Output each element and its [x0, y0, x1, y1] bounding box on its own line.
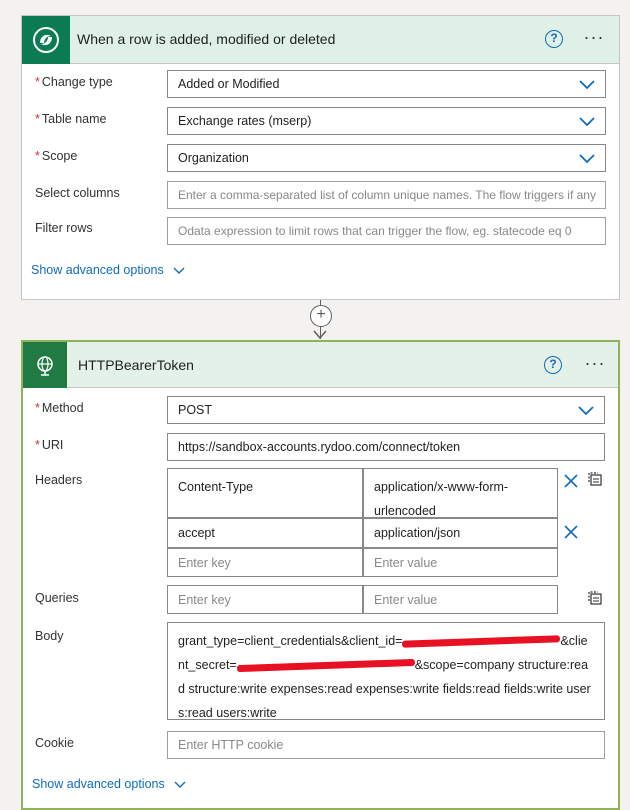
- chevron-down-icon: [579, 115, 595, 127]
- method-label: * Method: [35, 401, 84, 415]
- cookie-label: Cookie: [35, 736, 74, 750]
- show-advanced-options-link[interactable]: Show advanced options: [31, 263, 185, 277]
- scope-dropdown[interactable]: Organization: [167, 144, 606, 172]
- body-textarea[interactable]: grant_type=client_credentials&client_id= &client_secret= &scope=company structure:read structure:write expenses:read expenses:write fields:read fields:write users:read users:write: [167, 622, 605, 720]
- header-key-2[interactable]: accept: [167, 518, 363, 548]
- method-dropdown[interactable]: POST: [167, 396, 605, 424]
- chevron-down-icon: [174, 781, 186, 789]
- select-columns-label: Select columns: [35, 186, 120, 200]
- delete-header-icon[interactable]: [563, 524, 579, 540]
- cookie-input[interactable]: Enter HTTP cookie: [167, 731, 605, 759]
- query-value-new[interactable]: Enter value: [363, 585, 558, 614]
- chevron-down-icon: [579, 152, 595, 164]
- table-name-label: * Table name: [35, 112, 107, 126]
- redacted-client-secret: [237, 659, 415, 672]
- dataverse-icon: [22, 16, 70, 64]
- trigger-card: [21, 15, 620, 300]
- help-icon[interactable]: ?: [545, 30, 563, 48]
- more-options-icon[interactable]: ···: [583, 27, 605, 47]
- header-key-1[interactable]: Content-Type: [167, 468, 363, 518]
- chevron-down-icon: [579, 78, 595, 90]
- headers-label: Headers: [35, 473, 83, 487]
- connector-arrow-icon: [313, 330, 327, 340]
- switch-to-text-mode-icon[interactable]: [587, 590, 603, 606]
- http-title: HTTPBearerToken: [78, 357, 194, 373]
- help-icon[interactable]: ?: [544, 356, 562, 374]
- header-value-2[interactable]: application/json: [363, 518, 558, 548]
- show-advanced-options-link[interactable]: Show advanced options: [32, 777, 186, 791]
- globe-icon: [23, 342, 67, 388]
- queries-label: Queries: [35, 591, 79, 605]
- trigger-card-header[interactable]: [22, 16, 619, 64]
- http-card-header[interactable]: [23, 342, 618, 388]
- query-key-new[interactable]: Enter key: [167, 585, 363, 614]
- select-columns-input[interactable]: Enter a comma-separated list of column unique names. The flow triggers if any: [167, 181, 606, 209]
- filter-rows-input[interactable]: Odata expression to limit rows that can trigger the flow, eg. statecode eq 0: [167, 217, 606, 245]
- change-type-label: * Change type: [35, 75, 113, 89]
- scope-label: * Scope: [35, 149, 78, 163]
- header-value-new[interactable]: Enter value: [363, 548, 558, 577]
- table-name-dropdown[interactable]: Exchange rates (mserp): [167, 107, 606, 135]
- header-value-1[interactable]: application/x-www-form-urlencoded: [363, 468, 558, 518]
- more-options-icon[interactable]: ···: [584, 353, 606, 373]
- body-label: Body: [35, 629, 64, 643]
- trigger-title: When a row is added, modified or deleted: [77, 31, 336, 47]
- switch-to-text-mode-icon[interactable]: [587, 471, 603, 487]
- delete-header-icon[interactable]: [563, 473, 579, 489]
- filter-rows-label: Filter rows: [35, 221, 93, 235]
- uri-label: * URI: [35, 438, 64, 452]
- chevron-down-icon: [173, 267, 185, 275]
- chevron-down-icon: [578, 404, 594, 416]
- redacted-client-id: [402, 635, 560, 648]
- insert-step-button[interactable]: +: [310, 305, 332, 327]
- uri-input[interactable]: https://sandbox-accounts.rydoo.com/connect/token: [167, 433, 605, 461]
- change-type-dropdown[interactable]: Added or Modified: [167, 70, 606, 98]
- header-key-new[interactable]: Enter key: [167, 548, 363, 577]
